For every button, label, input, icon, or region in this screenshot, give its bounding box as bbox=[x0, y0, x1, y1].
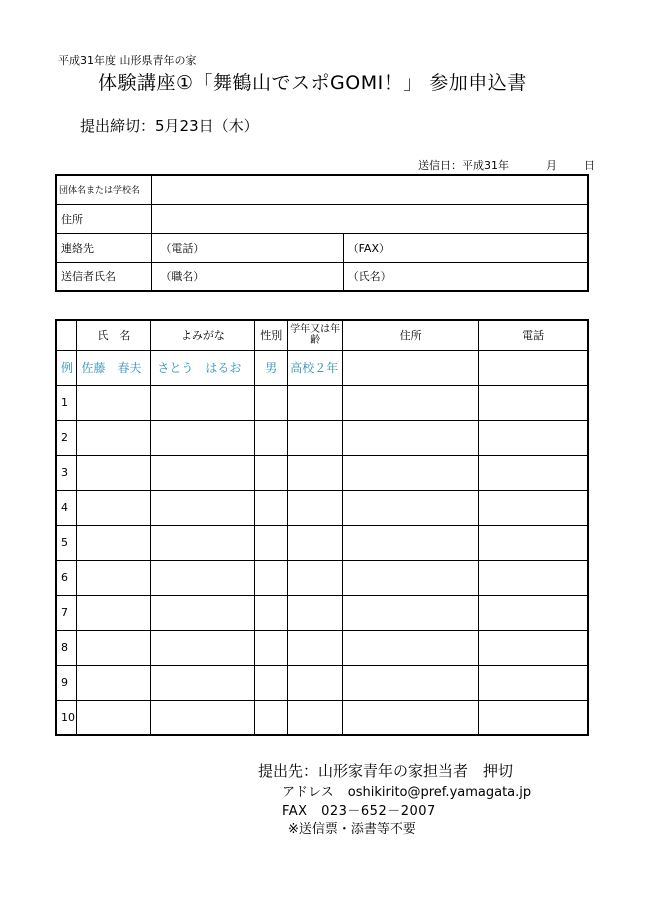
sender-name-field[interactable]: （氏名） bbox=[343, 262, 588, 291]
address-cell[interactable] bbox=[343, 560, 479, 595]
sent-date-label: 送信日：平成31年 bbox=[418, 159, 509, 172]
address-cell[interactable] bbox=[343, 525, 479, 560]
age-cell[interactable] bbox=[288, 630, 343, 665]
gender-cell[interactable] bbox=[255, 455, 288, 490]
table-row bbox=[56, 490, 588, 525]
sent-day-label: 日 bbox=[584, 159, 595, 172]
email-line bbox=[282, 781, 531, 800]
table-row bbox=[56, 455, 588, 490]
example-phone bbox=[479, 350, 588, 385]
age-cell[interactable] bbox=[288, 420, 343, 455]
gender-cell[interactable] bbox=[255, 560, 288, 595]
phone-cell[interactable] bbox=[479, 490, 588, 525]
age-cell[interactable] bbox=[288, 700, 343, 735]
sent-month-label: 月 bbox=[546, 159, 557, 172]
name-cell[interactable] bbox=[77, 560, 151, 595]
gender-cell[interactable] bbox=[255, 420, 288, 455]
sent-date-line bbox=[418, 157, 595, 173]
address-cell[interactable] bbox=[343, 455, 479, 490]
row-number: 10 bbox=[56, 700, 77, 735]
group-name-label: 団体名または学校名 bbox=[56, 175, 152, 204]
table-row bbox=[56, 560, 588, 595]
submit-to-line: 提出先：山形家青年の家担当者 押切 bbox=[258, 762, 514, 780]
table-row bbox=[56, 700, 588, 735]
gender-cell[interactable] bbox=[255, 595, 288, 630]
age-cell[interactable] bbox=[288, 665, 343, 700]
header-age: 学年又は年齢 bbox=[288, 320, 343, 350]
gender-cell[interactable] bbox=[255, 630, 288, 665]
name-cell[interactable] bbox=[77, 700, 151, 735]
gender-cell[interactable] bbox=[255, 665, 288, 700]
gender-cell[interactable] bbox=[255, 490, 288, 525]
phone-cell[interactable] bbox=[479, 595, 588, 630]
header-gender: 性別 bbox=[255, 320, 288, 350]
participants-table bbox=[55, 319, 589, 736]
address-label: 住所 bbox=[56, 204, 152, 233]
age-cell[interactable] bbox=[288, 490, 343, 525]
name-cell[interactable] bbox=[77, 420, 151, 455]
header-number-cell bbox=[56, 320, 77, 350]
applicant-info-table bbox=[55, 174, 589, 292]
name-cell[interactable] bbox=[77, 630, 151, 665]
name-cell[interactable] bbox=[77, 385, 151, 420]
age-cell[interactable] bbox=[288, 455, 343, 490]
kana-cell[interactable] bbox=[151, 490, 255, 525]
email-address: oshikirito@pref.yamagata.jp bbox=[347, 785, 532, 800]
table-row bbox=[56, 420, 588, 455]
row-number: 6 bbox=[56, 560, 77, 595]
name-cell[interactable] bbox=[77, 595, 151, 630]
kana-cell[interactable] bbox=[151, 665, 255, 700]
row-number: 3 bbox=[56, 455, 77, 490]
name-cell[interactable] bbox=[77, 490, 151, 525]
row-number: 4 bbox=[56, 490, 77, 525]
table-row bbox=[56, 385, 588, 420]
organization-label: 平成31年度 山形県青年の家 bbox=[58, 54, 197, 67]
gender-cell[interactable] bbox=[255, 525, 288, 560]
phone-cell[interactable] bbox=[479, 455, 588, 490]
age-cell[interactable] bbox=[288, 525, 343, 560]
row-number: 8 bbox=[56, 630, 77, 665]
example-address bbox=[343, 350, 479, 385]
age-cell[interactable] bbox=[288, 385, 343, 420]
phone-cell[interactable] bbox=[479, 560, 588, 595]
contact-label: 連絡先 bbox=[56, 233, 152, 262]
age-cell[interactable] bbox=[288, 560, 343, 595]
address-cell[interactable] bbox=[343, 385, 479, 420]
gender-cell[interactable] bbox=[255, 385, 288, 420]
kana-cell[interactable] bbox=[151, 560, 255, 595]
header-kana: よみがな bbox=[151, 320, 255, 350]
header-name: 氏 名 bbox=[77, 320, 151, 350]
example-gender: 男 bbox=[255, 350, 288, 385]
gender-cell[interactable] bbox=[255, 700, 288, 735]
age-cell[interactable] bbox=[288, 595, 343, 630]
header-address: 住所 bbox=[343, 320, 479, 350]
example-kana: さとう はるお bbox=[151, 350, 255, 385]
phone-cell[interactable] bbox=[479, 525, 588, 560]
group-name-field[interactable] bbox=[152, 175, 588, 204]
email-label: アドレス bbox=[282, 785, 334, 800]
row-number: 2 bbox=[56, 420, 77, 455]
name-cell[interactable] bbox=[77, 525, 151, 560]
example-row bbox=[56, 350, 588, 385]
phone-cell[interactable] bbox=[479, 665, 588, 700]
address-field[interactable] bbox=[152, 204, 588, 233]
address-cell[interactable] bbox=[343, 420, 479, 455]
address-cell[interactable] bbox=[343, 700, 479, 735]
address-cell[interactable] bbox=[343, 490, 479, 525]
kana-cell[interactable] bbox=[151, 525, 255, 560]
table-row bbox=[56, 525, 588, 560]
row-number: 1 bbox=[56, 385, 77, 420]
table-row bbox=[56, 665, 588, 700]
phone-cell[interactable] bbox=[479, 420, 588, 455]
kana-cell[interactable] bbox=[151, 420, 255, 455]
note-line: ※送信票・添書等不要 bbox=[288, 822, 416, 837]
kana-cell[interactable] bbox=[151, 595, 255, 630]
address-cell[interactable] bbox=[343, 665, 479, 700]
name-cell[interactable] bbox=[77, 455, 151, 490]
phone-cell[interactable] bbox=[479, 385, 588, 420]
phone-cell[interactable] bbox=[479, 700, 588, 735]
kana-cell[interactable] bbox=[151, 385, 255, 420]
submission-deadline: 提出締切：5月23日（木） bbox=[80, 117, 259, 135]
form-title: 体験講座①「舞鶴山でスポGOMI！」 参加申込書 bbox=[98, 72, 527, 94]
row-number: 9 bbox=[56, 665, 77, 700]
example-age: 高校２年 bbox=[288, 350, 343, 385]
sender-label: 送信者氏名 bbox=[56, 262, 152, 291]
row-number: 5 bbox=[56, 525, 77, 560]
kana-cell[interactable] bbox=[151, 700, 255, 735]
kana-cell[interactable] bbox=[151, 455, 255, 490]
address-cell[interactable] bbox=[343, 595, 479, 630]
example-name: 佐藤 春夫 bbox=[77, 350, 151, 385]
position-field[interactable]: （職名） bbox=[152, 262, 343, 291]
table-row bbox=[56, 630, 588, 665]
fax-line: FAX 023－652－2007 bbox=[282, 804, 436, 819]
kana-cell[interactable] bbox=[151, 630, 255, 665]
example-marker: 例 bbox=[56, 350, 77, 385]
fax-field[interactable]: （FAX） bbox=[343, 233, 588, 262]
address-cell[interactable] bbox=[343, 630, 479, 665]
name-cell[interactable] bbox=[77, 665, 151, 700]
row-number: 7 bbox=[56, 595, 77, 630]
phone-field[interactable]: （電話） bbox=[152, 233, 343, 262]
header-phone: 電話 bbox=[479, 320, 588, 350]
table-row bbox=[56, 595, 588, 630]
phone-cell[interactable] bbox=[479, 630, 588, 665]
